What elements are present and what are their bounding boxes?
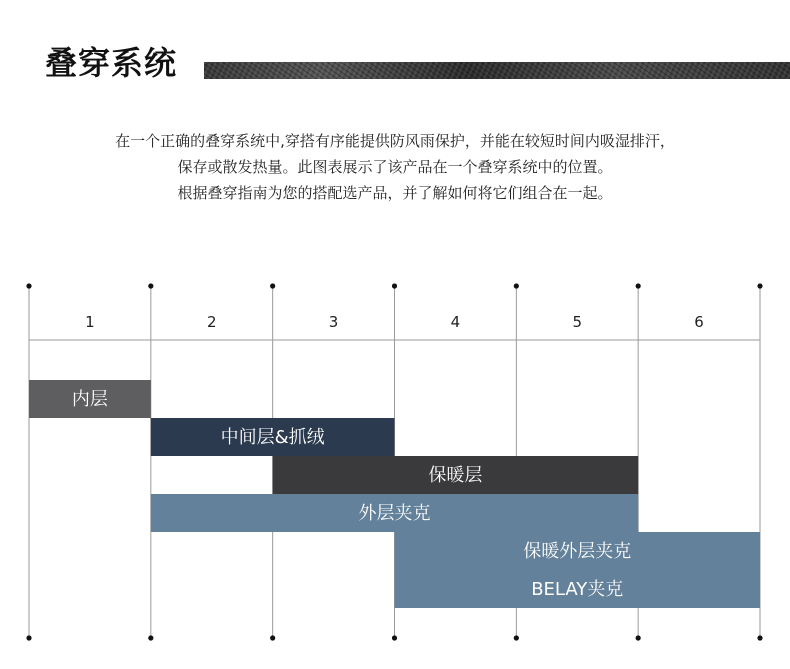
line-end-dot [636,283,641,288]
layer-bar-label: 内层 [71,389,108,410]
line-end-dot [757,635,762,640]
line-end-dot [514,283,519,288]
layer-bar-label: 外层夹克 [358,503,431,524]
layer-bar-label: 保暖层 [428,465,483,486]
line-end-dot [392,283,397,288]
line-end-dot [636,635,641,640]
page-title: 叠穿系统 [45,44,178,82]
column-number: 4 [450,313,461,331]
layer-bar-label: 中间层&抓绒 [220,427,325,448]
line-end-dot [148,635,153,640]
line-end-dot [392,635,397,640]
column-number: 2 [206,313,217,331]
column-number: 1 [85,313,95,331]
column-number: 3 [328,313,339,331]
line-end-dot [26,283,31,288]
layer-bar-label: BELAY夹克 [531,579,624,600]
intro-line: 保存或散发热量。此图表展示了该产品在一个叠穿系统中的位置。 [177,158,613,176]
layer-bar-label: 保暖外层夹克 [523,541,632,562]
line-end-dot [757,283,762,288]
column-number: 6 [694,313,704,331]
line-end-dot [270,283,275,288]
intro-line: 在一个正确的叠穿系统中,穿搭有序能提供防风雨保护，并能在较短时间内吸湿排汗， [115,132,675,150]
column-number: 5 [572,313,583,331]
line-end-dot [26,635,31,640]
intro-line: 根据叠穿指南为您的搭配选产品，并了解如何将它们组合在一起。 [177,184,613,202]
line-end-dot [270,635,275,640]
line-end-dot [514,635,519,640]
line-end-dot [148,283,153,288]
